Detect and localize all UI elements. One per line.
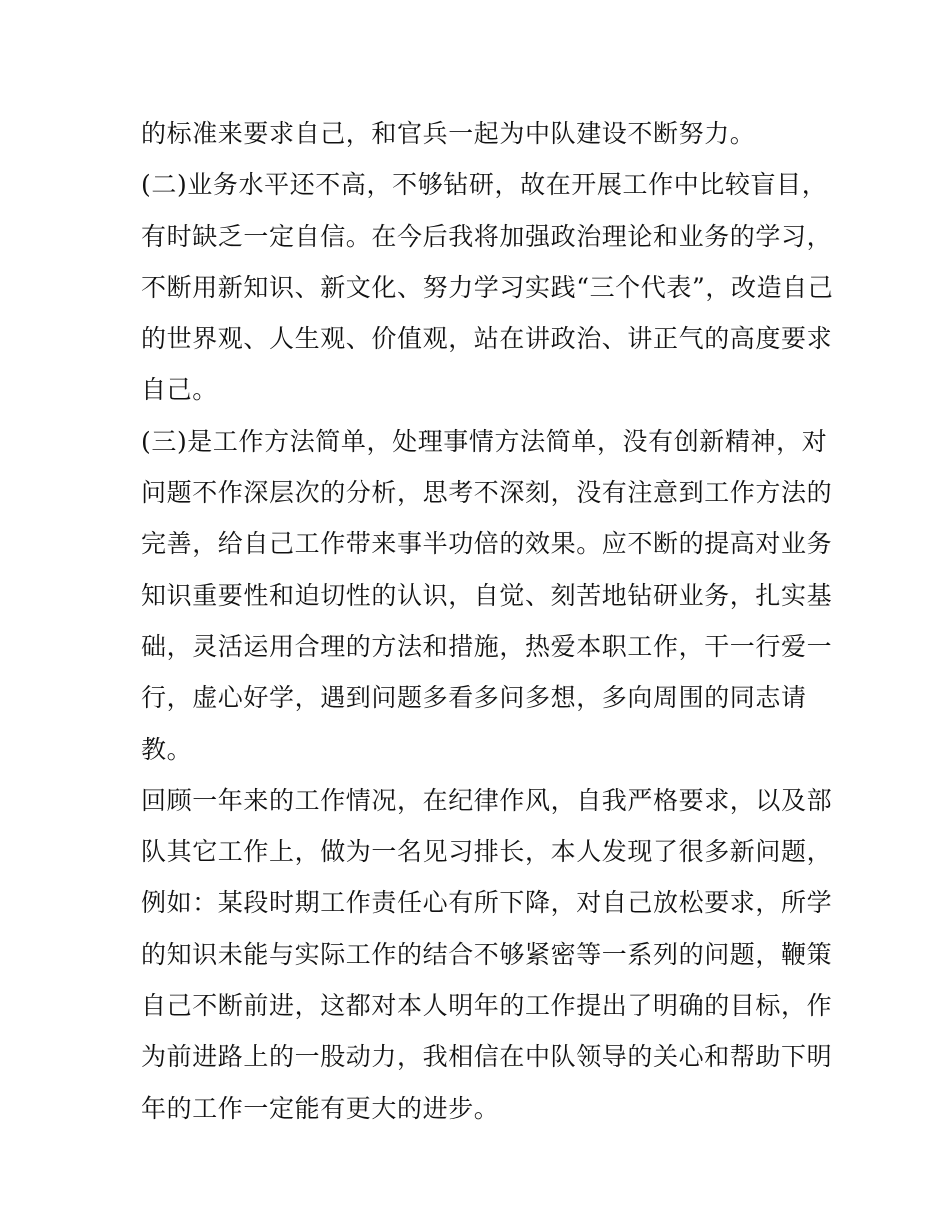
text-line: (二)业务水平还不高，不够钻研，故在开展工作中比较盲目，	[141, 170, 828, 200]
text-line: 为前进路上的一股动力，我相信在中队领导的关心和帮助下明	[141, 1042, 833, 1072]
text-line: 的知识未能与实际工作的结合不够紧密等一系列的问题，鞭策	[141, 939, 833, 969]
text-line: (三)是工作方法简单，处理事情方法简单，没有创新精神，对	[141, 426, 828, 456]
text-line: 例如：某段时期工作责任心有所下降，对自己放松要求，所学	[141, 888, 833, 918]
text-line: 完善，给自己工作带来事半功倍的效果。应不断的提高对业务	[141, 529, 833, 559]
text-line: 问题不作深层次的分析，思考不深刻，没有注意到工作方法的	[141, 478, 833, 508]
text-line: 行，虚心好学，遇到问题多看多问多想，多向周围的同志请	[141, 683, 807, 713]
text-line: 年的工作一定能有更大的进步。	[141, 1093, 500, 1123]
text-line: 的标准来要求自己，和官兵一起为中队建设不断努力。	[141, 119, 756, 148]
text-line: 知识重要性和迫切性的认识，自觉、刻苦地钻研业务，扎实基	[141, 580, 833, 610]
text-line: 有时缺乏一定自信。在今后我将加强政治理论和业务的学习，	[141, 221, 833, 251]
text-line: 回顾一年来的工作情况，在纪律作风，自我严格要求，以及部	[141, 785, 833, 815]
document-body	[141, 108, 834, 1134]
text-line: 的世界观、人生观、价值观，站在讲政治、讲正气的高度要求	[141, 324, 833, 354]
text-line: 队其它工作上，做为一名见习排长，本人发现了很多新问题，	[141, 837, 833, 867]
text-line: 础，灵活运用合理的方法和措施，热爱本职工作，干一行爱一	[141, 631, 833, 661]
text-line: 自己。	[141, 375, 218, 405]
text-line: 不断用新知识、新文化、努力学习实践“三个代表”，改造自己	[141, 272, 834, 302]
text-line: 教。	[141, 734, 193, 764]
text-line: 自己不断前进，这都对本人明年的工作提出了明确的目标，作	[141, 991, 833, 1021]
